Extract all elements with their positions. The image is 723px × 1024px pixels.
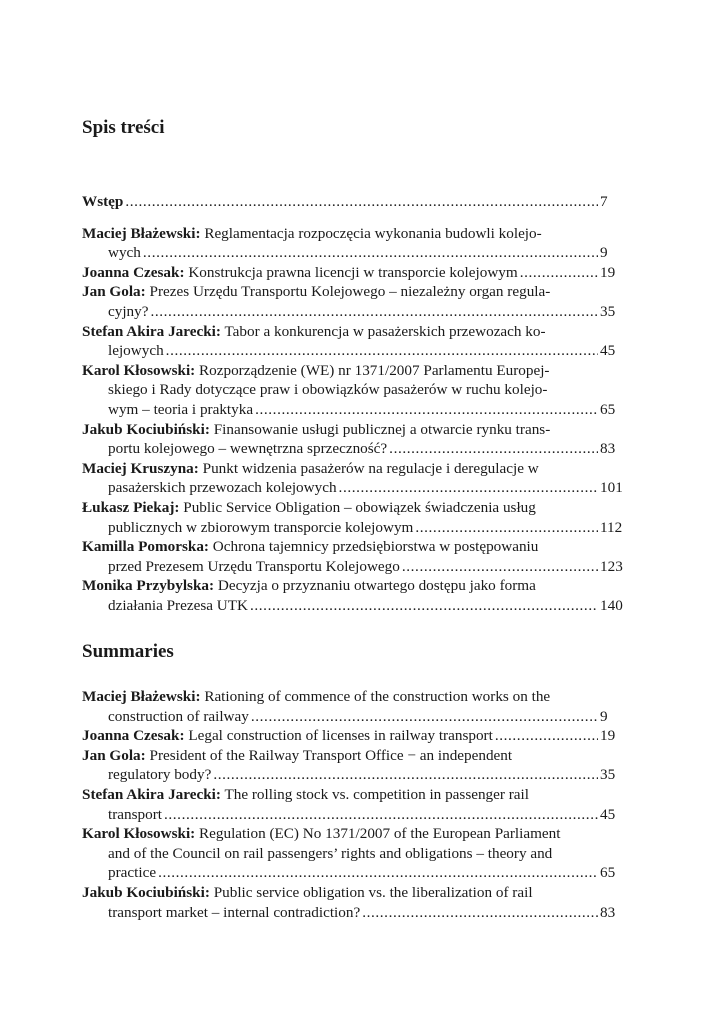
toc-author: Jakub Kociubiński: (82, 883, 210, 901)
toc-entry-line (82, 361, 598, 381)
toc-title-text: President of the Railway Transport Office − an independent (145, 746, 513, 764)
toc-entry (82, 224, 640, 263)
toc-title-text: Rationing of commence of the construction works on the (200, 688, 551, 705)
toc-entry-line (82, 341, 598, 361)
dot-leader (158, 863, 598, 883)
dot-leader (255, 400, 598, 420)
dot-leader (166, 341, 598, 361)
toc-entry-line (82, 707, 598, 727)
toc-title-text: lejowych (108, 342, 164, 360)
dot-leader (362, 903, 598, 923)
dot-leader (125, 192, 598, 212)
toc-entry-line (82, 420, 598, 440)
toc-page-number: 112 (600, 518, 623, 536)
toc-title-text: skiego i Rady dotyczące praw i obowiązków pasażerów w ruchu kolejo- (108, 381, 548, 399)
summaries-list (82, 687, 640, 922)
toc-entry (82, 420, 640, 459)
toc-entry (82, 263, 640, 283)
toc-title-text: działania Prezesa UTK (108, 596, 248, 614)
toc-author: Karol Kłosowski: (82, 361, 196, 379)
toc-title-text: cyjny? (108, 302, 149, 320)
toc-author: Łukasz Piekaj: (82, 498, 180, 516)
toc-entry-line (82, 263, 598, 283)
toc-page-number: 35 (600, 302, 616, 320)
toc-author: Karol Kłosowski: (82, 825, 196, 843)
toc-entry-line (82, 282, 598, 302)
toc-title-text: Public Service Obligation – obowiązek świadczenia usług (179, 498, 536, 516)
toc-author: Stefan Akira Jarecki: (82, 322, 221, 340)
dot-leader (250, 596, 598, 616)
toc-author: Maciej Błażewski: (82, 688, 201, 705)
toc-page-number: 83 (600, 903, 616, 921)
toc-author: Jan Gola: (82, 283, 146, 301)
contents-list (82, 192, 640, 615)
toc-author: Jan Gola: (82, 746, 146, 764)
toc-entry-line (82, 883, 598, 903)
dot-leader (150, 302, 598, 322)
dot-leader (213, 765, 598, 785)
toc-title-text: Punkt widzenia pasażerów na regulacje i deregulacje w (198, 459, 539, 477)
toc-entry-line (82, 518, 598, 538)
toc-entry (82, 282, 640, 321)
toc-page-number: 35 (600, 766, 616, 784)
toc-entry (82, 687, 640, 726)
toc-entry-line (82, 459, 598, 479)
toc-title-text: Prezes Urzędu Transportu Kolejowego – niezależny organ regula- (145, 283, 551, 301)
toc-entry-line (82, 557, 598, 577)
toc-entry-line (82, 322, 598, 342)
toc-title-text: Finansowanie usługi publicznej a otwarcie rynku trans- (209, 420, 551, 438)
toc-title-text: portu kolejowego – wewnętrzna sprzeczność? (108, 440, 388, 458)
toc-author: Maciej Błażewski: (82, 224, 201, 242)
toc-author: Jakub Kociubiński: (82, 420, 210, 438)
toc-entry (82, 322, 640, 361)
toc-entry-line (82, 844, 598, 864)
dot-leader (402, 557, 598, 577)
toc-page-number: 101 (600, 479, 623, 497)
dot-leader (164, 805, 598, 825)
toc-title-text: Regulation (EC) No 1371/2007 of the European Parliament (195, 825, 561, 843)
dot-leader (389, 439, 598, 459)
toc-title-text: practice (108, 864, 157, 882)
toc-page-number: 19 (600, 263, 616, 281)
toc-entry-line (82, 243, 598, 263)
toc-entry-line (82, 224, 598, 244)
toc-entry-line (82, 863, 598, 883)
dot-leader (520, 263, 598, 283)
toc-title-text: Ochrona tajemnicy przedsiębiorstwa w postępowaniu (208, 538, 539, 556)
toc-title-text: transport (108, 805, 162, 823)
toc-entry-line (82, 785, 598, 805)
dot-leader (339, 478, 598, 498)
dot-leader (415, 518, 598, 538)
toc-entry-line (82, 746, 598, 766)
toc-page-number: 65 (600, 864, 616, 882)
toc-title-text: transport market – internal contradiction? (108, 903, 361, 921)
dot-leader (143, 243, 598, 263)
toc-author: Maciej Kruszyna: (82, 459, 199, 477)
toc-page-number: 45 (600, 805, 616, 823)
toc-title-text: Reglamentacja rozpoczęcia wykonania budowli kolejo- (200, 224, 542, 242)
toc-title-text: regulatory body? (108, 766, 212, 784)
toc-title-text: wym – teoria i praktyka (108, 400, 254, 418)
toc-title-text: and of the Council on rail passengers’ rights and obligations – theory and (108, 844, 553, 862)
toc-entry-line (82, 576, 598, 596)
summaries-heading: Summaries (82, 641, 174, 662)
toc-entry-line (82, 805, 598, 825)
toc-title-text: construction of railway (108, 707, 249, 725)
dot-leader (251, 707, 598, 727)
toc-author: Stefan Akira Jarecki: (82, 785, 221, 803)
toc-entry (82, 746, 640, 785)
toc-page-number: 65 (600, 400, 616, 418)
toc-author: Monika Przybylska: (82, 577, 215, 595)
toc-entry (82, 576, 640, 615)
toc-entry (82, 498, 640, 537)
toc-title-text: przed Prezesem Urzędu Transportu Kolejowego (108, 557, 400, 575)
toc-author: Joanna Czesak: (82, 727, 185, 745)
toc-title-text: pasażerskich przewozach kolejowych (108, 479, 337, 497)
toc-title-text: Public service obligation vs. the liberalization of rail (209, 883, 533, 901)
toc-entry-line (82, 537, 598, 557)
toc-entry-line (82, 765, 598, 785)
toc-page-number: 9 (600, 244, 608, 262)
toc-title-text: Decyzja o przyznaniu otwartego dostępu jako forma (214, 577, 536, 595)
toc-entry (82, 459, 640, 498)
spacer (82, 212, 640, 224)
toc-page-number: 9 (600, 707, 608, 725)
toc-title-text: Tabor a konkurencja w pasażerskich przewozach ko- (220, 322, 546, 340)
toc-entry-line (82, 478, 598, 498)
toc-entry-line (82, 400, 598, 420)
toc-title-text: wych (108, 244, 141, 262)
toc-title-text: The rolling stock vs. competition in passenger rail (220, 785, 529, 803)
toc-entry (82, 883, 640, 922)
toc-title-text: Konstrukcja prawna licencji w transporcie kolejowym (184, 263, 518, 281)
toc-title-text: Rozporządzenie (WE) nr 1371/2007 Parlamentu Europej- (195, 361, 550, 379)
toc-page-number: 45 (600, 342, 616, 360)
toc-entry-line (82, 302, 598, 322)
toc-entry-line (82, 596, 598, 616)
toc-page-number: 19 (600, 727, 616, 745)
toc-entry-line (82, 726, 598, 746)
toc-author: Joanna Czesak: (82, 263, 185, 281)
toc-entry (82, 785, 640, 824)
toc-author: Kamilla Pomorska: (82, 538, 209, 556)
toc-page-number: 83 (600, 440, 616, 458)
toc-title-text: publicznych w zbiorowym transporcie kolejowym (108, 518, 414, 536)
toc-entry-line (82, 498, 598, 518)
toc-entry (82, 192, 640, 212)
toc-entry-line (82, 824, 598, 844)
toc-entry (82, 824, 640, 883)
toc-entry-line (82, 687, 598, 707)
toc-entry-line (82, 380, 598, 400)
toc-entry (82, 361, 640, 420)
toc-entry-line (82, 903, 598, 923)
toc-page-number: 7 (600, 193, 608, 210)
contents-heading: Spis treści (82, 117, 165, 138)
toc-entry-line (82, 439, 598, 459)
toc-page-number: 123 (600, 557, 623, 575)
toc-entry (82, 726, 640, 746)
toc-entry-line (82, 192, 598, 212)
toc-title-text: Legal construction of licenses in railway transport (184, 727, 493, 745)
toc-entry (82, 537, 640, 576)
dot-leader (495, 726, 598, 746)
toc-page-number: 140 (600, 596, 623, 614)
toc-title-text: Wstęp (82, 193, 124, 210)
